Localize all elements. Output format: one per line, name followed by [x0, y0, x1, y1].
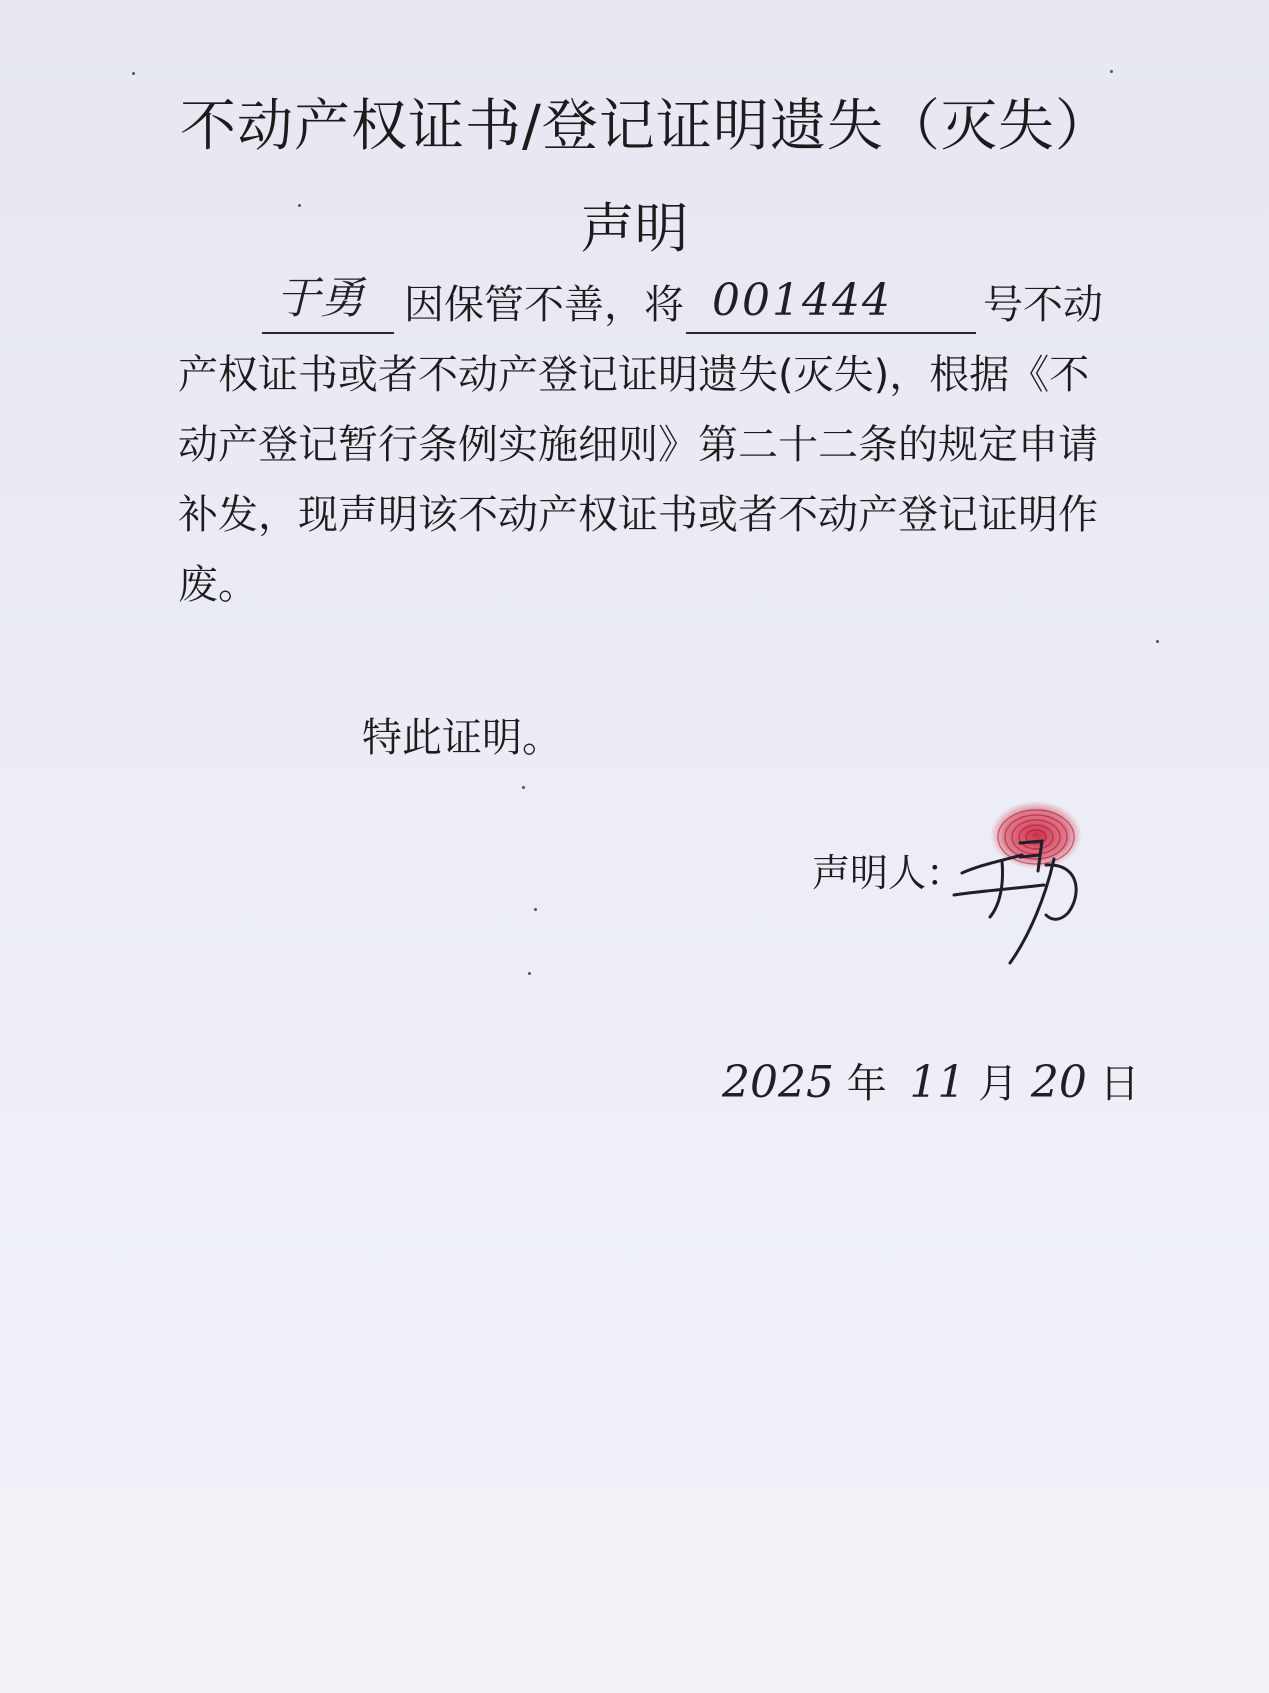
- signer-label: 声明人：: [812, 851, 965, 895]
- paper-speck: [534, 908, 537, 911]
- certificate-number-handwritten: 001444: [712, 275, 892, 326]
- paper-speck: [528, 972, 531, 975]
- document-subtitle: 声明: [580, 197, 689, 260]
- closing-statement: 特此证明。: [362, 715, 562, 761]
- date-year-handwritten: 2025: [722, 1057, 834, 1108]
- body-line-3: 动产登记暂行条例实施细则》第二十二条的规定申请: [178, 422, 1098, 468]
- paper-speck: [298, 204, 301, 207]
- document-title: 不动产权证书/登记证明遗失（灭失）: [180, 94, 1112, 159]
- date-day-handwritten: 20: [1030, 1057, 1087, 1108]
- date-year-unit: 年: [846, 1061, 887, 1107]
- body-line-4: 补发，现声明该不动产权证书或者不动产登记证明作: [178, 492, 1098, 538]
- paper-speck: [1110, 70, 1113, 73]
- declaration-date: [722, 1052, 1140, 1109]
- body-line-1-end: 号不动: [983, 282, 1103, 328]
- body-line-5: 废。: [178, 562, 258, 608]
- date-day-unit: 日: [1099, 1061, 1140, 1107]
- body-line-2: 产权证书或者不动产登记证明遗失(灭失)，根据《不: [178, 352, 1090, 398]
- paper-speck: [132, 72, 135, 75]
- paper-speck: [1156, 640, 1159, 643]
- body-line-1: [178, 270, 1103, 340]
- fingerprint-signature: [950, 795, 1110, 965]
- paper-speck: [522, 786, 525, 789]
- date-month-handwritten: 11: [909, 1057, 966, 1108]
- body-line-1-middle: 因保管不善，将: [404, 282, 684, 328]
- date-month-unit: 月: [978, 1061, 1019, 1107]
- name-handwritten: 于勇: [276, 273, 364, 324]
